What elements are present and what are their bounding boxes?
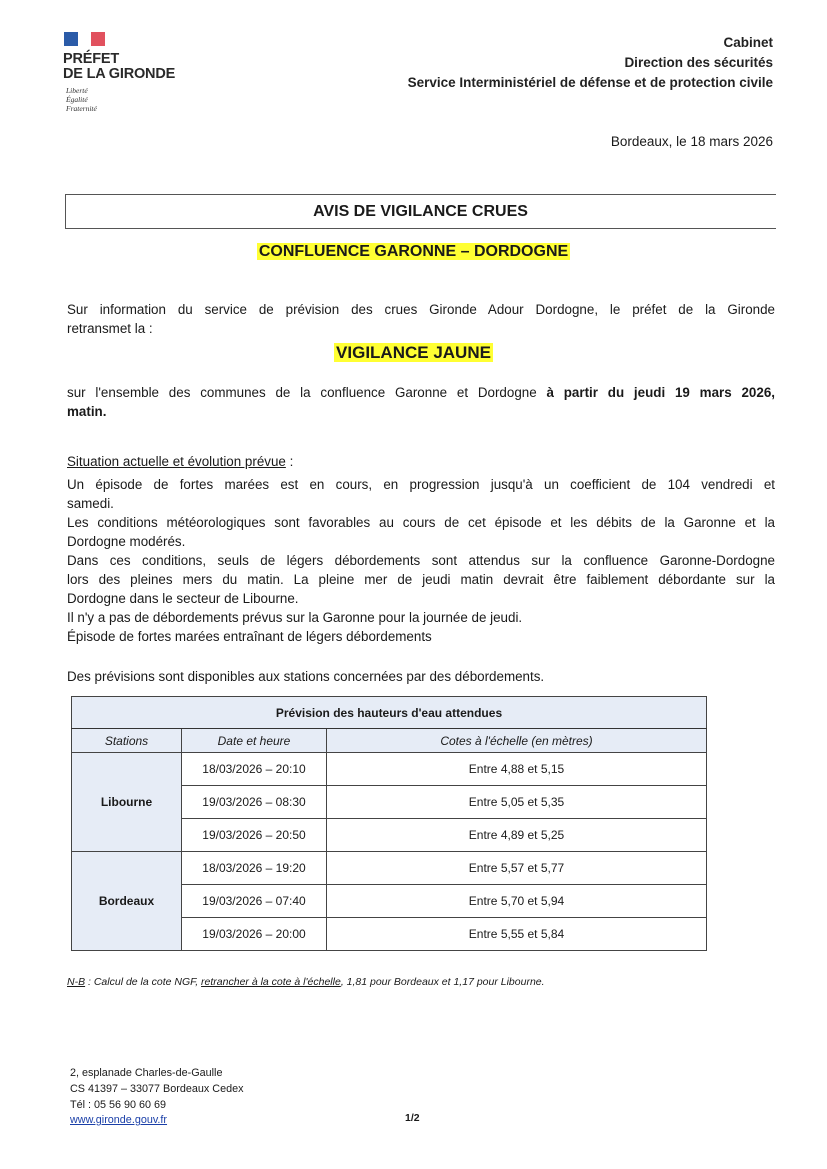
row-date: 19/03/2026 – 20:50 <box>182 819 327 852</box>
row-level: Entre 4,88 et 5,15 <box>327 753 707 786</box>
motto-fraternite: Fraternité <box>66 104 97 113</box>
col-date: Date et heure <box>182 729 327 753</box>
col-stations: Stations <box>72 729 182 753</box>
row-level: Entre 5,70 et 5,94 <box>327 885 707 918</box>
nb-text: : Calcul de la cote NGF, <box>85 976 202 988</box>
situation-line: Les conditions météorologiques sont favorables au cours de cet épisode et les débits de la Garonne et la <box>67 515 775 530</box>
motto-liberte: Liberté <box>66 86 88 95</box>
table-row <box>72 852 707 885</box>
footer-address-2: CS 41397 – 33077 Bordeaux Cedex <box>70 1083 244 1095</box>
vigilance-level: VIGILANCE JAUNE <box>336 343 491 362</box>
situation-heading <box>67 452 775 471</box>
situation-line: Dordogne modérés. <box>67 534 186 549</box>
row-level: Entre 4,89 et 5,25 <box>327 819 707 852</box>
row-date: 18/03/2026 – 20:10 <box>182 753 327 786</box>
motto-egalite: Égalité <box>66 95 88 104</box>
republic-flag-logo <box>64 32 105 46</box>
row-date: 18/03/2026 – 19:20 <box>182 852 327 885</box>
row-date: 19/03/2026 – 20:00 <box>182 918 327 951</box>
header-direction: Direction des sécurités <box>624 55 773 70</box>
situation-line: lors des pleines mers du matin. La pleine mer de jeudi matin devrait être faiblement débordante sur la <box>67 572 775 587</box>
situation-line: samedi. <box>67 496 114 511</box>
situation-colon: : <box>285 454 294 469</box>
scope-line-2: matin. <box>67 404 107 419</box>
situation-line: Un épisode de fortes marées est en cours, en progression jusqu'à un coefficient de 104 vendredi et <box>67 477 775 492</box>
row-date: 19/03/2026 – 07:40 <box>182 885 327 918</box>
scope-line-1 <box>67 383 775 402</box>
col-levels: Cotes à l'échelle (en mètres) <box>327 729 707 753</box>
situation-line: Épisode de fortes marées entraînant de légers débordements <box>67 629 432 644</box>
nb-note <box>67 976 545 988</box>
logo-line-1: PRÉFET <box>63 51 119 67</box>
header-service: Service Interministériel de défense et de protection civile <box>407 75 773 90</box>
row-level: Entre 5,55 et 5,84 <box>327 918 707 951</box>
situation-line: Il n'y a pas de débordements prévus sur la Garonne pour la journée de jeudi. <box>67 610 523 625</box>
footer-address-1: 2, esplanade Charles-de-Gaulle <box>70 1067 223 1079</box>
situation-line: Dans ces conditions, seuls de légers débordements sont attendus sur la confluence Garonne-Dordogne <box>67 553 775 568</box>
prefecture-logo-title <box>63 52 175 82</box>
page-number: 1/2 <box>405 1112 420 1124</box>
situation-heading-text: Situation actuelle et évolution prévue <box>67 454 286 469</box>
forecast-note: Des prévisions sont disponibles aux stations concernées par des débordements. <box>67 669 545 684</box>
situation-line: Dordogne dans le secteur de Libourne. <box>67 591 299 606</box>
forecast-table <box>71 696 707 951</box>
row-level: Entre 5,05 et 5,35 <box>327 786 707 819</box>
intro-line-2: retransmet la : <box>67 321 153 336</box>
footer-phone: Tél : 05 56 90 60 69 <box>70 1099 167 1111</box>
row-level: Entre 5,57 et 5,77 <box>327 852 707 885</box>
table-title: Prévision des hauteurs d'eau attendues <box>72 697 707 729</box>
header-cabinet: Cabinet <box>723 35 773 50</box>
station-name: Libourne <box>72 753 182 852</box>
document-date: Bordeaux, le 18 mars 2026 <box>610 134 773 149</box>
footer-website-link[interactable]: www.gironde.gouv.fr <box>70 1114 168 1126</box>
subtitle-highlight: CONFLUENCE GARONNE – DORDOGNE <box>258 243 569 260</box>
row-date: 19/03/2026 – 08:30 <box>182 786 327 819</box>
scope-text: sur l'ensemble des communes de la confluence Garonne et Dordogne <box>67 385 547 400</box>
nb-label: N-B <box>67 976 86 988</box>
document-title: AVIS DE VIGILANCE CRUES <box>313 203 528 220</box>
nb-underlined: retrancher à la cote à l'échelle <box>201 976 341 988</box>
table-row <box>72 753 707 786</box>
motto <box>66 86 97 113</box>
intro-line-1: Sur information du service de prévision des crues Gironde Adour Dordogne, le préfet de la Gironde <box>67 302 775 317</box>
scope-date: à partir du jeudi 19 mars 2026, <box>546 385 775 400</box>
logo-line-2: DE LA GIRONDE <box>63 66 176 82</box>
nb-text-end: , 1,81 pour Bordeaux et 1,17 pour Libourne. <box>340 976 545 988</box>
station-name: Bordeaux <box>72 852 182 951</box>
